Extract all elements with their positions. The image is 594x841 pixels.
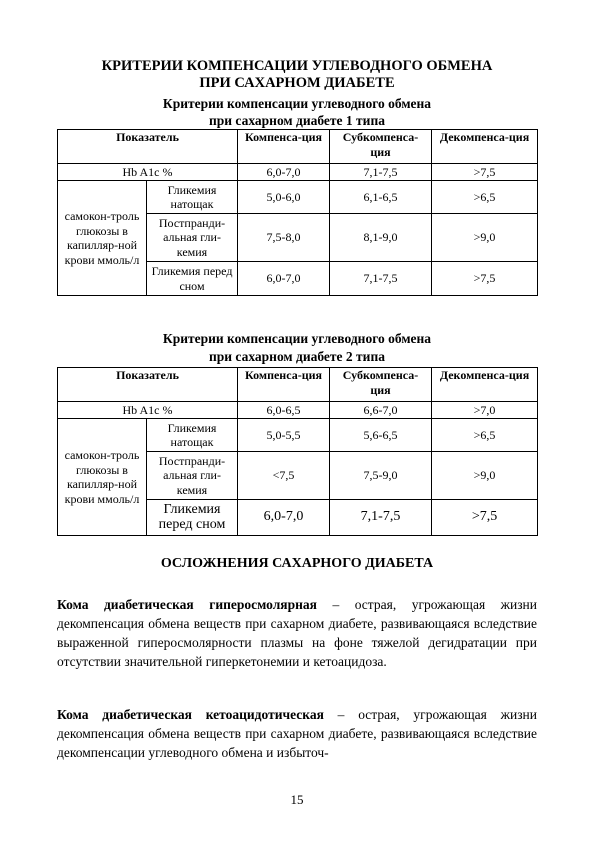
- cell-value: 5,0-5,5: [238, 419, 330, 452]
- table-row: [58, 402, 538, 419]
- header-decompensation: Декомпенса-ция: [432, 130, 538, 164]
- header-indicator: Показатель: [58, 130, 238, 164]
- header-subcompensation: Субкомпенса-ция: [330, 368, 432, 402]
- cell-value: 6,0-7,0: [238, 164, 330, 181]
- hba1c-label: Hb A1c %: [58, 402, 238, 419]
- table2-caption-line2: при сахарном диабете 2 типа: [208, 349, 385, 364]
- table2-caption-line1: Критерии компенсации углеводного обмена: [162, 331, 432, 346]
- header-subcompensation: Субкомпенса-ция: [330, 130, 432, 164]
- term-hyperosmolar-coma: Кома диабетическая гиперосмолярная: [57, 597, 317, 612]
- table-header-row: [58, 368, 538, 402]
- table-row: [58, 164, 538, 181]
- cell-value: <7,5: [238, 452, 330, 500]
- row-label: Гликемия натощак: [147, 419, 238, 452]
- main-heading-line2: ПРИ САХАРНОМ ДИАБЕТЕ: [199, 75, 395, 91]
- row-label: Гликемия перед сном: [147, 500, 238, 536]
- table1-caption-line2: при сахарном диабете 1 типа: [208, 113, 385, 128]
- row-label: Постпранди-альная гли-кемия: [147, 452, 238, 500]
- cell-value: 6,1-6,5: [330, 181, 432, 214]
- definition-text: – острая, угрожающая жизни декомпенсация обмена веществ при сахарном диабете, развивающаяся вследствие выраженной гиперосмолярности плазмы на фоне тяжелой дегидратации при отсутствии значительной гиперкетонемии и кетоацидоза.: [57, 597, 538, 669]
- self-control-group-label: самокон-троль глюкозы в капилляр-ной крови ммоль/л: [58, 181, 147, 296]
- term-ketoacidotic-coma: Кома диабетическая кетоацидотическая: [57, 707, 324, 722]
- cell-value: >7,5: [432, 262, 538, 296]
- cell-value: >6,5: [432, 181, 538, 214]
- cell-value: 7,5-9,0: [330, 452, 432, 500]
- cell-value: 7,1-7,5: [330, 500, 432, 536]
- hba1c-label: Hb A1c %: [58, 164, 238, 181]
- paragraph-hyperosmolar-coma: [57, 595, 537, 671]
- cell-value: 6,0-6,5: [238, 402, 330, 419]
- cell-value: 7,5-8,0: [238, 214, 330, 262]
- row-label: Постпранди-альная гли-кемия: [147, 214, 238, 262]
- cell-value: 7,1-7,5: [330, 164, 432, 181]
- cell-value: >7,0: [432, 402, 538, 419]
- table1-caption-line1: Критерии компенсации углеводного обмена: [162, 96, 432, 111]
- cell-value: 8,1-9,0: [330, 214, 432, 262]
- header-compensation: Компенса-ция: [238, 130, 330, 164]
- cell-value: 6,0-7,0: [238, 500, 330, 536]
- main-heading-line1: КРИТЕРИИ КОМПЕНСАЦИИ УГЛЕВОДНОГО ОБМЕНА: [101, 58, 493, 74]
- row-label: Гликемия натощак: [147, 181, 238, 214]
- page-number: 15: [290, 792, 304, 807]
- definition-text: – острая, угрожающая жизни декомпенсация обмена веществ при сахарном диабете, развивающаяся вследствие декомпенсации углеводного обмена и избыточ-: [57, 707, 537, 760]
- cell-value: 6,0-7,0: [238, 262, 330, 296]
- header-indicator: Показатель: [58, 368, 238, 402]
- header-compensation: Компенса-ция: [238, 368, 330, 402]
- cell-value: >9,0: [432, 452, 538, 500]
- row-label: Гликемия перед сном: [147, 262, 238, 296]
- table-row: [58, 419, 538, 452]
- cell-value: >7,5: [432, 500, 538, 536]
- table-header-row: [58, 130, 538, 164]
- criteria-table-type2: [57, 367, 538, 536]
- cell-value: 6,6-7,0: [330, 402, 432, 419]
- header-decompensation: Декомпенса-ция: [432, 368, 538, 402]
- cell-value: >6,5: [432, 419, 538, 452]
- self-control-group-label: самокон-троль глюкозы в капилляр-ной крови ммоль/л: [58, 419, 147, 536]
- complications-heading: ОСЛОЖНЕНИЯ САХАРНОГО ДИАБЕТА: [160, 556, 434, 571]
- cell-value: 7,1-7,5: [330, 262, 432, 296]
- paragraph-ketoacidotic-coma: [57, 705, 537, 762]
- cell-value: 5,6-6,5: [330, 419, 432, 452]
- cell-value: 5,0-6,0: [238, 181, 330, 214]
- criteria-table-type1: [57, 129, 538, 296]
- cell-value: >9,0: [432, 214, 538, 262]
- table-row: [58, 181, 538, 214]
- cell-value: >7,5: [432, 164, 538, 181]
